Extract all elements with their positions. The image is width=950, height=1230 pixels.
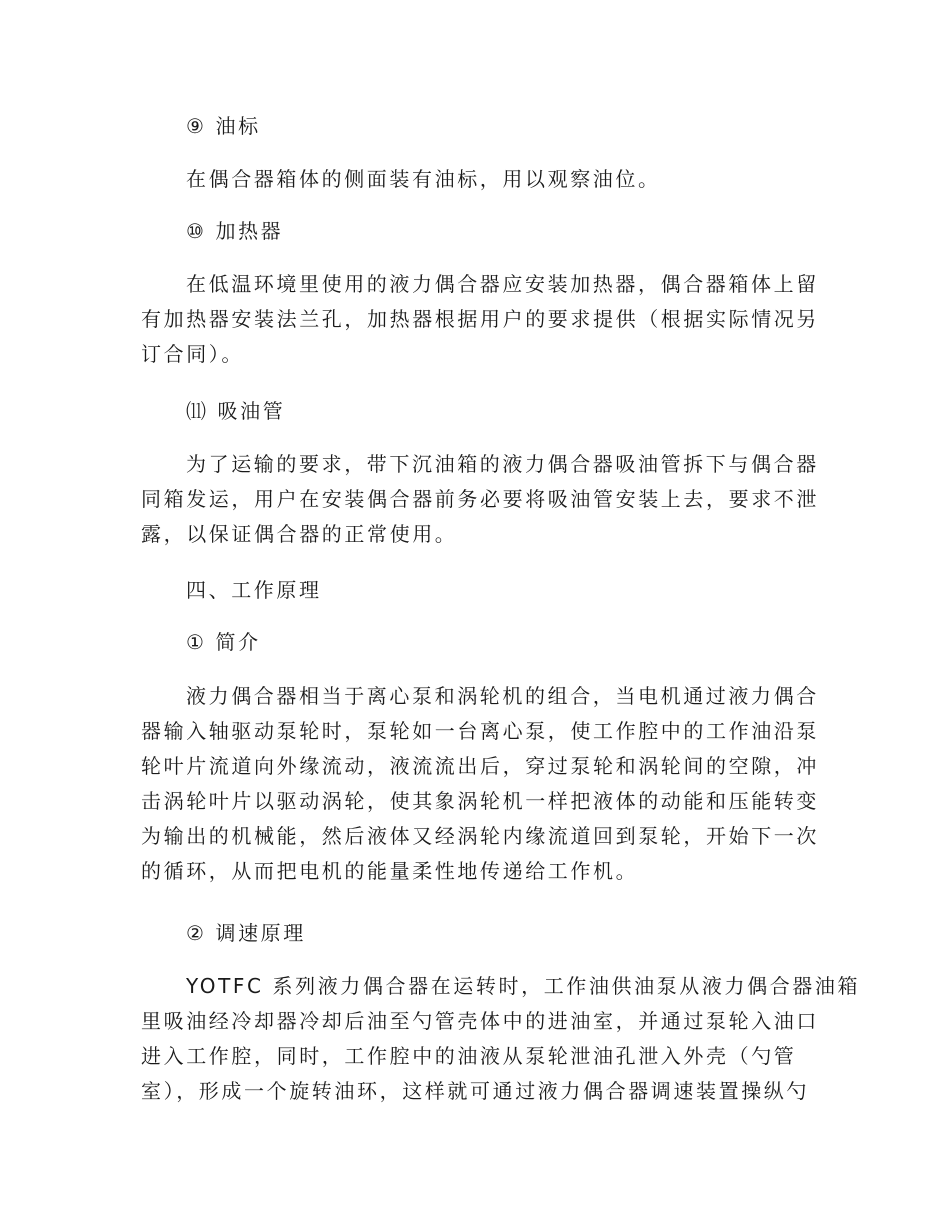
- heading-oil-gauge: ⑨ 油标: [186, 114, 261, 138]
- paragraph-heater-line-2: 有加热器安装法兰孔，加热器根据用户的要求提供（根据实际情况另: [141, 307, 819, 331]
- paragraph-introduction-line-3: 轮叶片流道向外缘流动，液流流出后，穿过泵轮和涡轮间的空隙，冲: [141, 754, 819, 778]
- heading-suction-pipe: ⑾ 吸油管: [186, 399, 286, 423]
- heading-speed-regulation: ② 调速原理: [186, 921, 306, 945]
- paragraph-speed-regulation-line-1: YOTFC 系列液力偶合器在运转时，工作油供油泵从液力偶合器油箱: [186, 974, 861, 998]
- paragraph-oil-gauge-line-1: 在偶合器箱体的侧面装有油标，用以观察油位。: [186, 167, 661, 191]
- paragraph-speed-regulation-line-3: 进入工作腔，同时，工作腔中的油液从泵轮泄油孔泄入外壳（勺管: [141, 1044, 797, 1068]
- heading-heater: ⑩ 加热器: [186, 219, 284, 243]
- paragraph-heater-line-1: 在低温环境里使用的液力偶合器应安装加热器，偶合器箱体上留: [186, 272, 819, 296]
- paragraph-suction-pipe-line-2: 同箱发运，用户在安装偶合器前务必要将吸油管安装上去，要求不泄: [141, 487, 819, 511]
- paragraph-speed-regulation-line-2: 里吸油经冷却器冷却后油至勺管壳体中的进油室，并通过泵轮入油口: [141, 1009, 819, 1033]
- paragraph-suction-pipe-line-1: 为了运输的要求，带下沉油箱的液力偶合器吸油管拆下与偶合器: [186, 452, 819, 476]
- paragraph-introduction-line-1: 液力偶合器相当于离心泵和涡轮机的组合，当电机通过液力偶合: [186, 684, 819, 708]
- paragraph-introduction-line-2: 器输入轴驱动泵轮时，泵轮如一台离心泵，使工作腔中的工作油沿泵: [141, 719, 819, 743]
- paragraph-speed-regulation-line-4: 室），形成一个旋转油环，这样就可通过液力偶合器调速装置操纵勺: [141, 1079, 809, 1103]
- paragraph-introduction-line-5: 为输出的机械能，然后液体又经涡轮内缘流道回到泵轮，开始下一次: [141, 824, 819, 848]
- paragraph-heater-line-3: 订合同）。: [141, 342, 244, 366]
- paragraph-introduction-line-6: 的循环，从而把电机的能量柔性地传递给工作机。: [141, 859, 639, 883]
- paragraph-introduction-line-4: 击涡轮叶片以驱动涡轮，使其象涡轮机一样把液体的动能和压能转变: [141, 789, 819, 813]
- paragraph-suction-pipe-line-3: 露，以保证偶合器的正常使用。: [141, 522, 458, 546]
- heading-working-principle: 四、工作原理: [186, 578, 322, 602]
- heading-introduction: ① 简介: [186, 630, 261, 654]
